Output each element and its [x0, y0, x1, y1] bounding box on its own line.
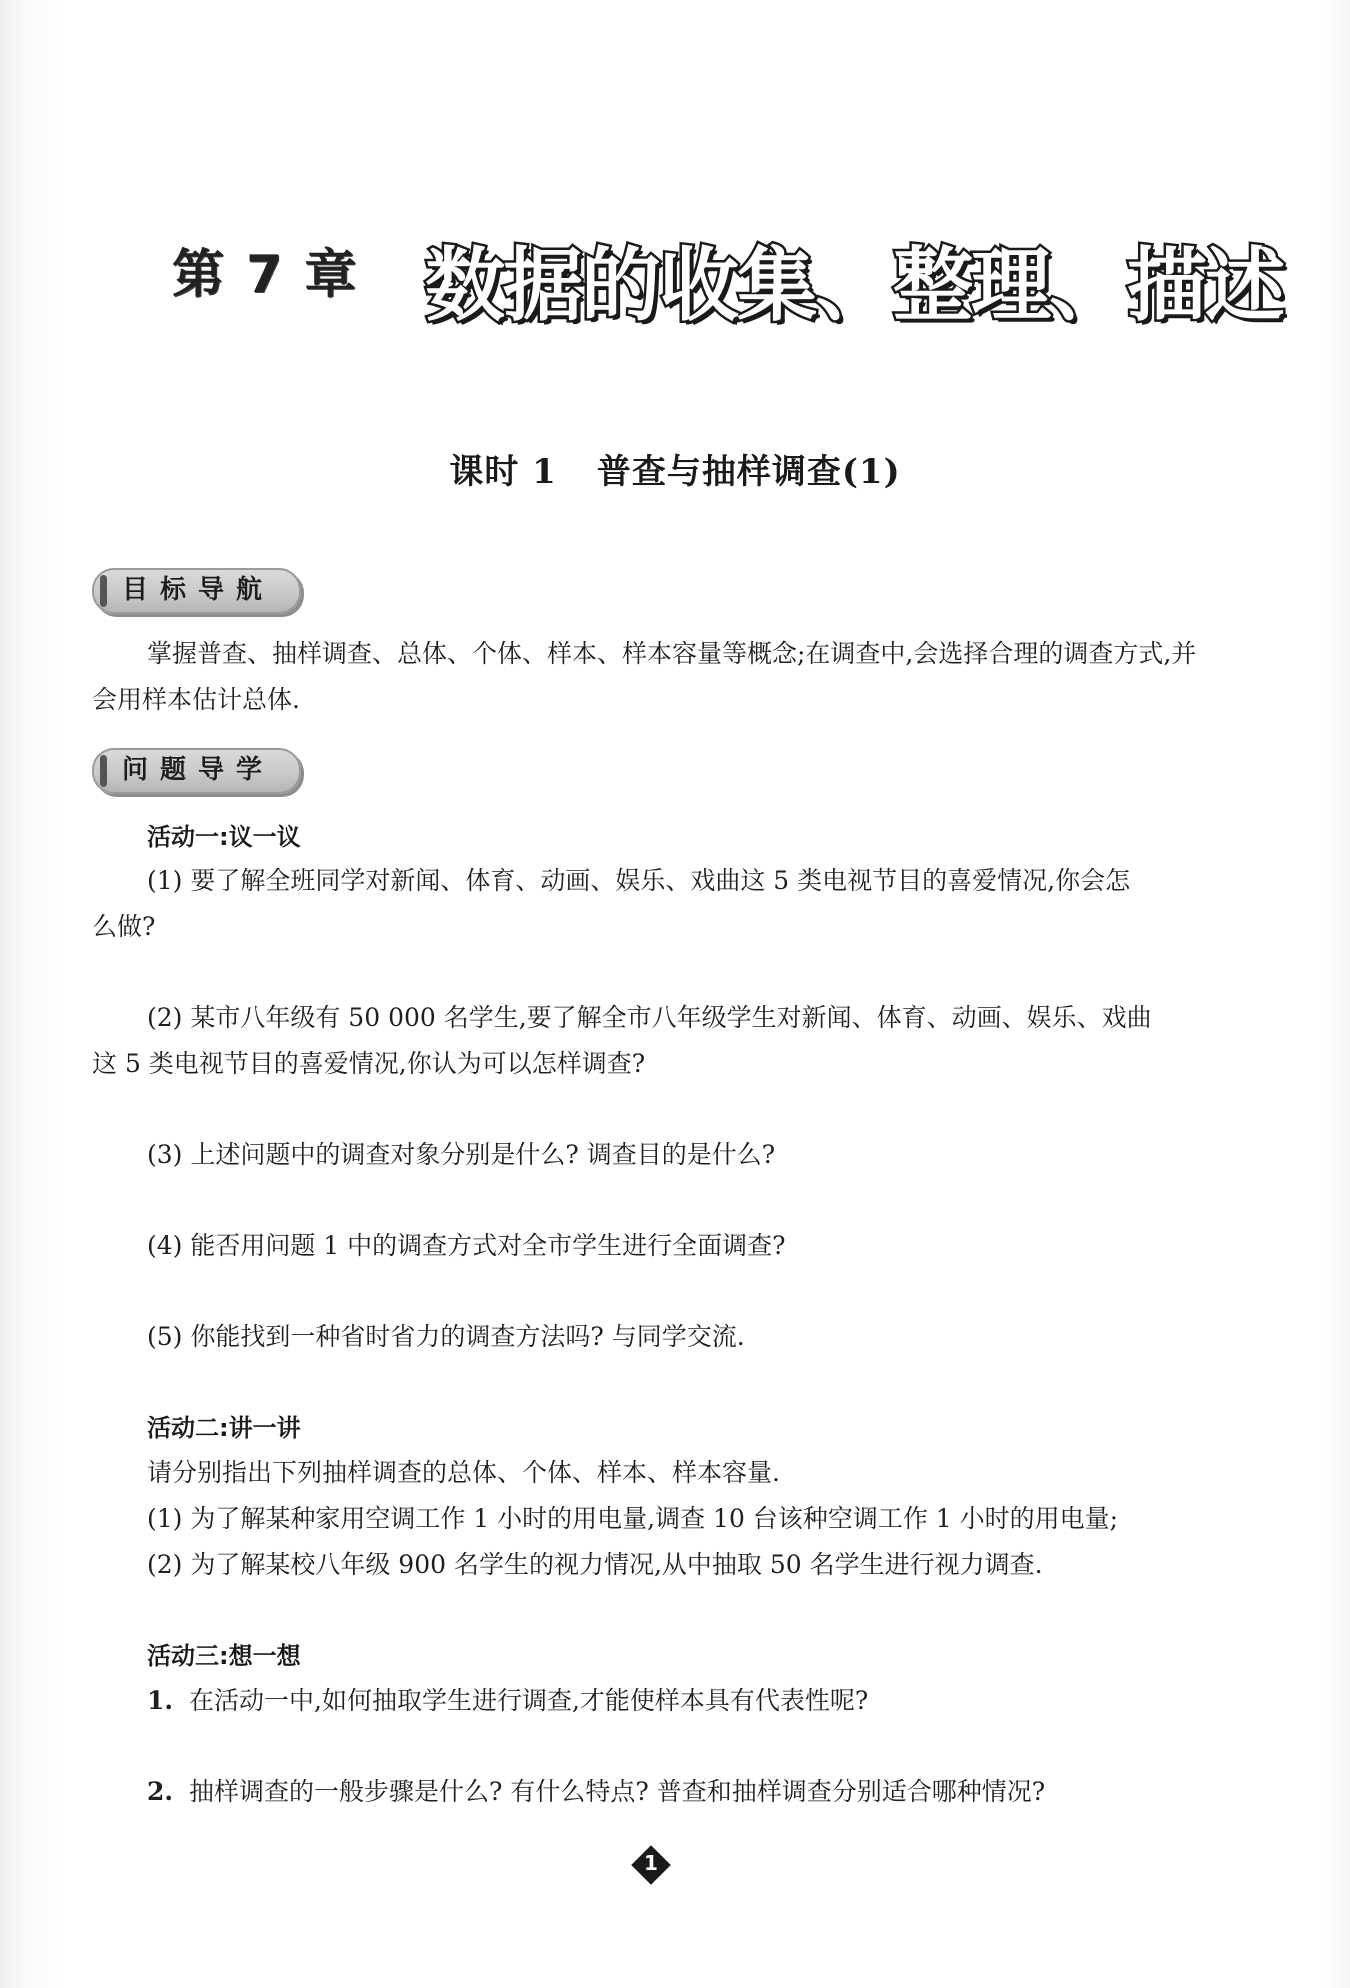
- activity1-q5: (5) 你能找到一种省时省力的调查方法吗? 与同学交流.: [147, 1322, 745, 1351]
- activity3-q1-text: 在活动一中,如何抽取学生进行调查,才能使样本具有代表性呢?: [189, 1686, 869, 1715]
- activity1-q3: (3) 上述问题中的调查对象分别是什么? 调查目的是什么?: [147, 1140, 776, 1169]
- chapter-label: 第 7 章: [172, 245, 359, 305]
- lesson-title: [0, 444, 1350, 493]
- activity2-item1: (1) 为了解某种家用空调工作 1 小时的用电量,调查 10 台该种空调工作 1 小时的用电量;: [147, 1504, 1119, 1533]
- activity1-heading: 活动一:议一议: [147, 823, 301, 851]
- activity1-q2-line1: (2) 某市八年级有 50 000 名学生,要了解全市八年级学生对新闻、体育、动画、娱乐、戏曲: [147, 1003, 1152, 1032]
- activity3-q2-text: 抽样调查的一般步骤是什么? 有什么特点? 普查和抽样调查分别适合哪种情况?: [189, 1777, 1046, 1806]
- guide-badge: [92, 748, 301, 794]
- goals-badge: [92, 568, 301, 614]
- activity2-heading: 活动二:讲一讲: [147, 1414, 301, 1442]
- activity2-intro: 请分别指出下列抽样调查的总体、个体、样本、样本容量.: [147, 1458, 780, 1487]
- activity3-q2-number: 2.: [147, 1777, 174, 1806]
- activity1-q4: (4) 能否用问题 1 中的调查方式对全市学生进行全面调查?: [147, 1231, 786, 1260]
- activity3-q1: [147, 1678, 868, 1724]
- activity1-q2-line2: 这 5 类电视节目的喜爱情况,你认为可以怎样调查?: [92, 1049, 646, 1078]
- chapter-title: 数据的收集、整理、描述: [425, 239, 1283, 332]
- activity1-q1-line2: 么做?: [92, 912, 156, 941]
- activity2-item2: (2) 为了解某校八年级 900 名学生的视力情况,从中抽取 50 名学生进行视力调查.: [147, 1550, 1043, 1579]
- goals-text: 掌握普查、抽样调查、总体、个体、样本、样本容量等概念;在调查中,会选择合理的调查方式,并会用样本估计总体.: [92, 639, 1197, 714]
- activity3-q1-number: 1.: [147, 1686, 174, 1715]
- activity1-q1-line1: (1) 要了解全班同学对新闻、体育、动画、娱乐、戏曲这 5 类电视节目的喜爱情况,你会怎: [147, 866, 1131, 895]
- guide-badge-label: 问题导学: [122, 755, 275, 785]
- lesson-number: 课时 1: [449, 452, 557, 492]
- page-number: 1: [644, 1851, 658, 1875]
- activity3-heading: 活动三:想一想: [147, 1642, 301, 1670]
- lesson-name: 普查与抽样调查(1): [596, 452, 901, 492]
- goals-badge-label: 目标导航: [122, 575, 275, 605]
- activity3-q2: [147, 1769, 1045, 1815]
- page-number-badge: [631, 1845, 671, 1885]
